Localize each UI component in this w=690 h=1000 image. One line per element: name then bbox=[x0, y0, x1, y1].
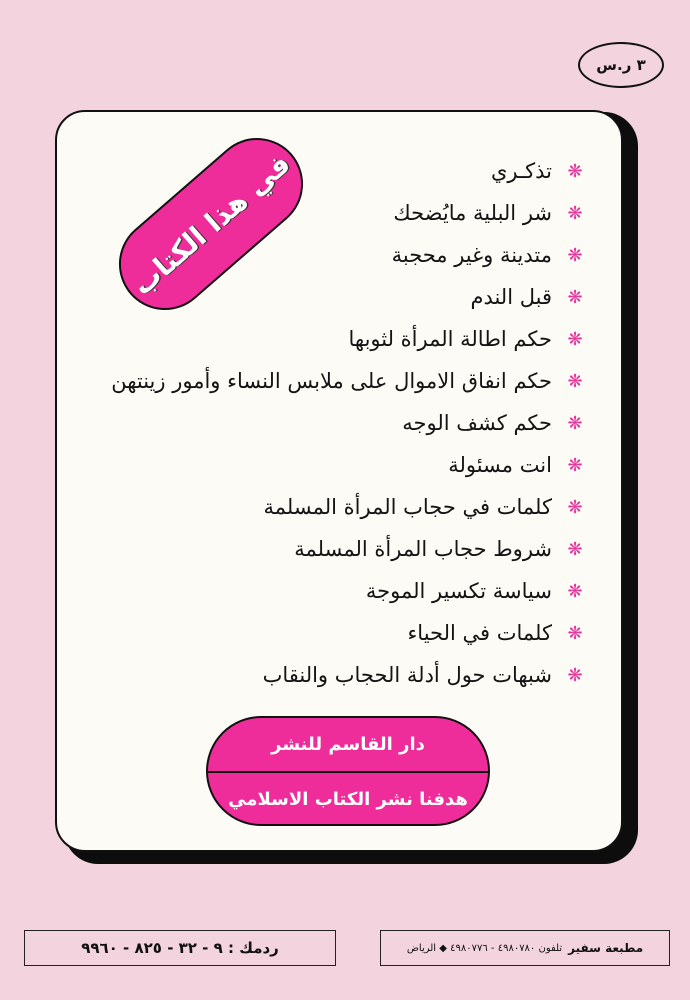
flower-bullet-icon: ❋ bbox=[567, 622, 583, 644]
list-item: ❋ كلمات في الحياء bbox=[150, 612, 590, 654]
publisher-badge bbox=[206, 716, 490, 826]
table-of-contents bbox=[111, 150, 590, 696]
flower-bullet-icon: ❋ bbox=[567, 244, 583, 266]
list-item: ❋ تذكـري bbox=[150, 150, 590, 192]
printer-box bbox=[380, 930, 670, 966]
list-item: ❋ حكم انفاق الاموال على ملابس النساء وأمور زينتهن bbox=[150, 360, 590, 402]
price-text: ٣ ر.س bbox=[596, 56, 646, 74]
flower-bullet-icon: ❋ bbox=[567, 160, 583, 182]
flower-bullet-icon: ❋ bbox=[567, 496, 583, 518]
list-item: ❋ انت مسئولة bbox=[150, 444, 590, 486]
printer-details: تلفون ٤٩٨٠٧٨٠ - ٤٩٨٠٧٧٦ ◆ الرياض bbox=[406, 942, 563, 954]
flower-bullet-icon: ❋ bbox=[567, 286, 583, 308]
list-item: ❋ شر البلية مايُضحك bbox=[150, 192, 590, 234]
list-item: ❋ كلمات في حجاب المرأة المسلمة bbox=[150, 486, 590, 528]
publisher-slogan: هدفنا نشر الكتاب الاسلامي bbox=[228, 789, 468, 810]
publisher-name: دار القاسم للنشر bbox=[271, 734, 425, 755]
flower-bullet-icon: ❋ bbox=[567, 454, 583, 476]
flower-bullet-icon: ❋ bbox=[567, 664, 583, 686]
list-item: ❋ حكم اطالة المرأة لثوبها bbox=[150, 318, 590, 360]
flower-bullet-icon: ❋ bbox=[567, 202, 583, 224]
printer-name: مطبعة سفير bbox=[568, 941, 644, 955]
list-item: ❋ حكم كشف الوجه bbox=[150, 402, 590, 444]
list-item: ❋ متدينة وغير محجبة bbox=[150, 234, 590, 276]
list-item: ❋ شروط حجاب المرأة المسلمة bbox=[150, 528, 590, 570]
list-item: ❋ شبهات حول أدلة الحجاب والنقاب bbox=[150, 654, 590, 696]
flower-bullet-icon: ❋ bbox=[567, 538, 583, 560]
list-item: ❋ قبل الندم bbox=[150, 276, 590, 318]
flower-bullet-icon: ❋ bbox=[567, 370, 583, 392]
price-label bbox=[578, 42, 664, 88]
badge-title: في هذا الكتاب bbox=[125, 146, 297, 302]
flower-bullet-icon: ❋ bbox=[567, 580, 583, 602]
flower-bullet-icon: ❋ bbox=[567, 412, 583, 434]
flower-bullet-icon: ❋ bbox=[567, 328, 583, 350]
list-item: ❋ سياسة تكسير الموجة bbox=[150, 570, 590, 612]
isbn-box bbox=[24, 930, 336, 966]
isbn-text: ردمك : ٩ - ٣٢ - ٨٢٥ - ٩٩٦٠ bbox=[81, 939, 279, 957]
